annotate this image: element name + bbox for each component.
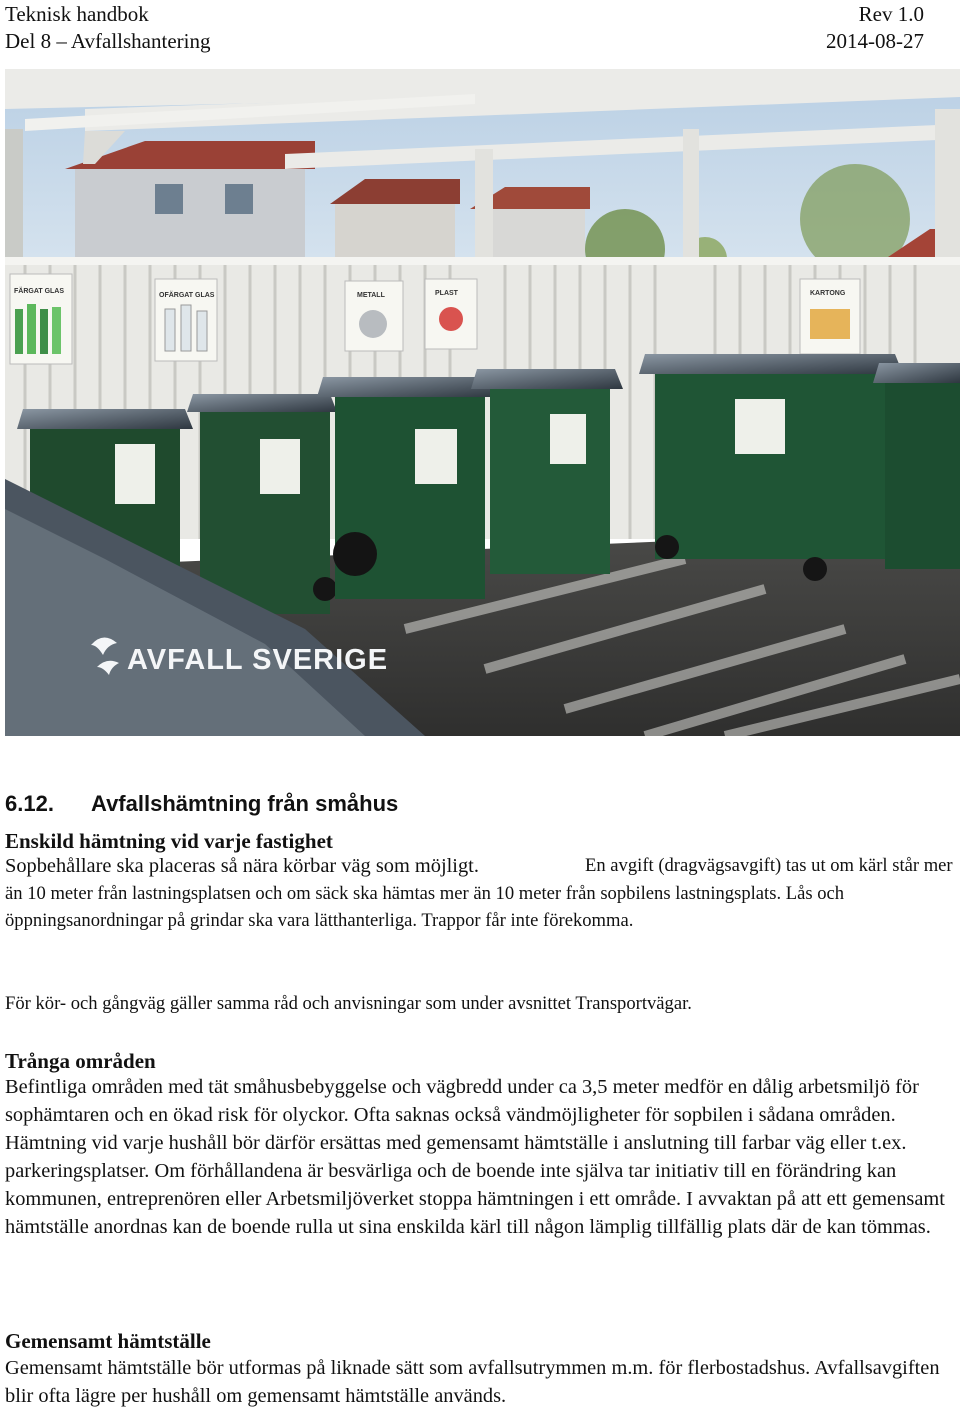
heading-gemensamt: Gemensamt hämtställe bbox=[5, 1329, 211, 1353]
heading-tranga-omraden: Trånga områden bbox=[5, 1049, 156, 1073]
paragraph-enskild-first-line: Sopbehållare ska placeras så nära körbar väg som möjligt. bbox=[5, 855, 479, 877]
section-heading bbox=[5, 790, 398, 818]
svg-text:FÄRGAT GLAS: FÄRGAT GLAS bbox=[14, 288, 65, 295]
paragraph-tranga-omraden: Befintliga områden med tät småhusbebyggelse och vägbredd under ca 3,5 meter medför en dålig arbetsmiljö för sophämtaren och en ökad risk för olyckor. Ofta saknas också vändmöjligheter för sopbilen i sådana områden. Hämtning vid varje hushåll bör därför ersättas med gemensamt hämtställe i anslutning till farbar väg eller t.ex. parkeringsplatser. Om förhållandena är besvärliga och de boende inte själva tar initiativ till en förändring kan kommunen, entreprenören eller Arbetsmiljöverket stoppa hämtningen i ett område. I avvaktan på att ett gemensamt hämtställe anordnas kan de boende rulla ut sina enskilda kärl till någon lämplig tillfällig plats där de kan tömmas. bbox=[5, 1076, 945, 1238]
bin-2 bbox=[187, 394, 337, 614]
avfall-sverige-logo bbox=[91, 637, 388, 676]
svg-text:KARTONG: KARTONG bbox=[810, 290, 846, 297]
bin-6 bbox=[873, 363, 960, 569]
bin-3 bbox=[317, 377, 501, 599]
poster-plast bbox=[425, 279, 477, 349]
paragraph-enskild-body: En avgift (dragvägsavgift) tas ut om kärl står mer än 10 meter från lastningsplatsen och om säck ska hämtas mer än 10 meter från sopbilens lastningsplats. Lås och öppningsanordningar på grindar ska vara lätthanterliga. Trappor får inte förekomma. bbox=[5, 855, 953, 931]
photo-waste-bins bbox=[5, 69, 960, 736]
header-title: Teknisk handbok bbox=[5, 2, 149, 26]
svg-text:METALL: METALL bbox=[357, 292, 385, 299]
poster-metall bbox=[345, 281, 403, 351]
svg-text:PLAST: PLAST bbox=[435, 290, 458, 297]
svg-text:OFÄRGAT GLAS: OFÄRGAT GLAS bbox=[159, 292, 215, 299]
header-date: 2014-08-27 bbox=[826, 29, 924, 53]
header-subtitle: Del 8 – Avfallshantering bbox=[5, 29, 211, 53]
paragraph-gemensamt: Gemensamt hämtställe bör utformas på liknade sätt som avfallsutrymmen m.m. för flerbostadshus. Avfallsavgiften blir ofta lägre per hushåll om gemensamt hämtställe används. bbox=[5, 1357, 940, 1407]
section-title: Avfallshämtning från småhus bbox=[91, 791, 399, 816]
poster-fargat-glas bbox=[10, 274, 72, 364]
paragraph-transport: För kör- och gångväg gäller samma råd och anvisningar som under avsnittet Transportvägar. bbox=[5, 993, 692, 1014]
bin-5 bbox=[639, 354, 903, 581]
bin-4 bbox=[471, 369, 623, 574]
poster-kartong bbox=[800, 279, 860, 354]
house-middle bbox=[330, 179, 460, 264]
poster-ofargat-glas bbox=[155, 279, 217, 361]
header-revision: Rev 1.0 bbox=[858, 2, 924, 26]
heading-enskild: Enskild hämtning vid varje fastighet bbox=[5, 829, 333, 853]
house-left bbox=[65, 141, 315, 259]
svg-text:AVFALL SVERIGE: AVFALL SVERIGE bbox=[127, 644, 389, 676]
section-number: 6.12. bbox=[5, 791, 54, 816]
